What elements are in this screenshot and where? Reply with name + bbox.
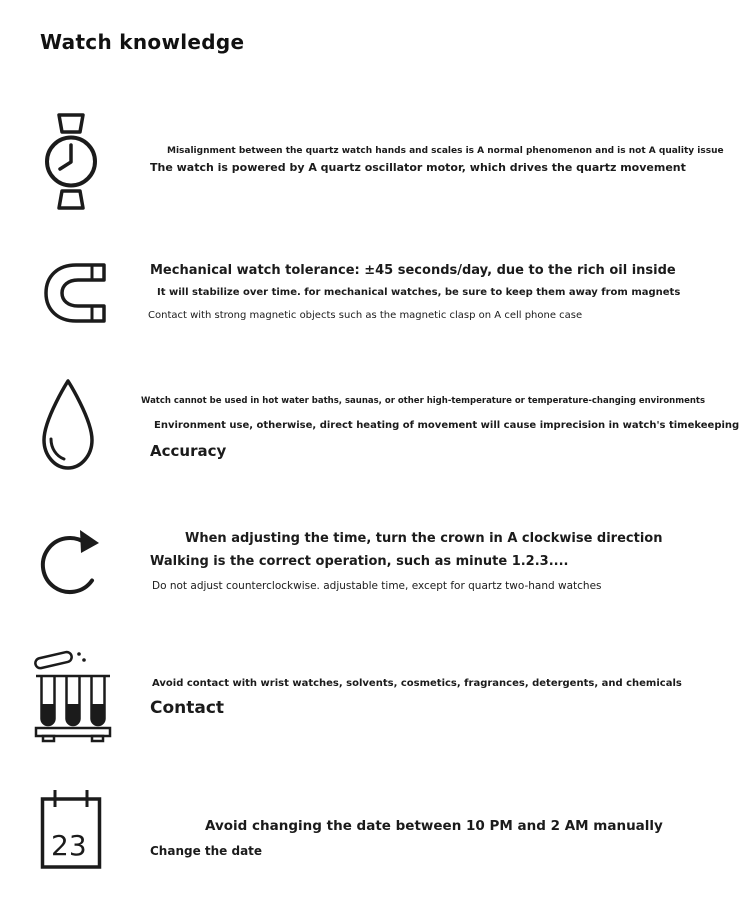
text-line: Avoid contact with wrist watches, solvents, cosmetics, fragrances, detergents, and chemicals: [152, 678, 682, 689]
text-line: Misalignment between the quartz watch hands and scales is A normal phenomenon and is not A quality issue: [167, 146, 724, 156]
text-line: When adjusting the time, turn the crown in A clockwise direction: [185, 531, 663, 546]
text-line: The watch is powered by A quartz oscillator motor, which drives the quartz movement: [150, 161, 686, 174]
text-line: Walking is the correct operation, such as minute 1.2.3....: [150, 554, 569, 569]
text-line: Avoid changing the date between 10 PM and 2 AM manually: [205, 818, 663, 834]
calendar-day-text: 23: [51, 829, 87, 862]
clockwise-arrow-icon: [40, 523, 104, 601]
text-line: Environment use, otherwise, direct heating of movement will cause imprecision in watch's timekeeping: [154, 420, 740, 431]
page-title: Watch knowledge: [40, 30, 245, 54]
water-drop-icon: [38, 377, 98, 475]
text-line: It will stabilize over time. for mechanical watches, be sure to keep them away from magnets: [157, 287, 681, 298]
text-line: Contact: [150, 698, 225, 718]
text-line: Mechanical watch tolerance: ±45 seconds/day, due to the rich oil inside: [150, 263, 676, 278]
text-line: Change the date: [150, 844, 263, 858]
test-tubes-icon: [34, 645, 112, 745]
text-line: Accuracy: [150, 442, 227, 460]
watch-icon: [40, 113, 102, 210]
text-line: Do not adjust counterclockwise. adjustable time, except for quartz two-hand watches: [152, 580, 602, 592]
text-line: Contact with strong magnetic objects such as the magnetic clasp on A cell phone case: [148, 310, 583, 321]
magnet-icon: [40, 262, 106, 324]
calendar-icon: [40, 788, 102, 870]
text-line: Watch cannot be used in hot water baths, saunas, or other high-temperature or temperature-changing environments: [141, 396, 706, 406]
